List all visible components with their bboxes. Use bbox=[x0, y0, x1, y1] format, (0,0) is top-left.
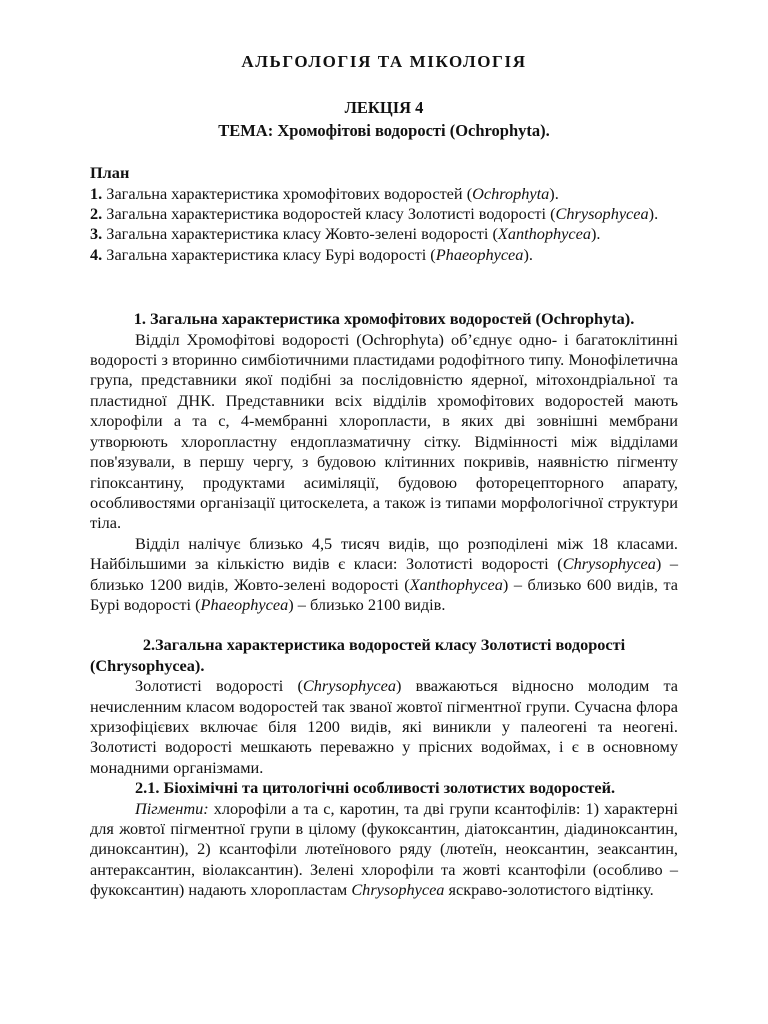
latin-name: Chrysophycea bbox=[302, 676, 397, 696]
plan-item-number: 2. bbox=[90, 204, 103, 224]
section-2-paragraph-2 bbox=[90, 799, 678, 901]
section-2-heading-cont: (Chrysophycea). bbox=[90, 655, 205, 675]
latin-name: Chrysophycea bbox=[562, 554, 656, 574]
section-1-paragraph-2 bbox=[90, 534, 678, 616]
subsection-2-1-heading: 2.1. Біохімічні та цитологічні особливості золотистих водоростей. bbox=[135, 778, 616, 798]
document-title: АЛЬГОЛОГІЯ ТА МІКОЛОГІЯ bbox=[241, 52, 527, 71]
plan-item-number: 3. bbox=[90, 224, 103, 244]
text-run: ) – близько 1200 видів, Жовто-зелені водорості ( bbox=[90, 554, 678, 594]
pigments-label: Пігменти: bbox=[135, 798, 209, 818]
plan-item bbox=[90, 224, 678, 244]
plan-item-latin: Chrysophycea bbox=[555, 204, 649, 224]
text-run: ) вважаються відносно молодим та нечисленним класом водоростей так званої жовтої пігментної групи. Сучасна флора хризофіцієвих включає біля 1200 видів, які виникли у палеогені та неогені. Золотисті водорості мешкають переважно у прісних водоймах, і є в основному монадними організмами. bbox=[90, 676, 678, 777]
plan-item-tail: ). bbox=[591, 224, 601, 244]
lecture-topic: ТЕМА: Хромофітові водорості (Ochrophyta). bbox=[218, 120, 550, 140]
text-run: Відділ налічує близько 4,5 тисяч видів, що розподілені між 18 класами. Найбільшими за кількістю видів є класи: Золотисті водорості ( bbox=[90, 533, 678, 574]
plan-heading: План bbox=[90, 163, 130, 183]
plan-section bbox=[90, 163, 678, 265]
section-1-heading: 1. Загальна характеристика хромофітових водоростей (Ochrophyta). bbox=[133, 309, 635, 329]
section-2-heading: 2.Загальна характеристика водоростей класу Золотисті водорості bbox=[142, 635, 626, 655]
plan-item bbox=[90, 184, 678, 204]
text-run: ) – близько 2100 видів. bbox=[288, 594, 446, 614]
text-run: ) – близько 600 видів, та Бурі водорості ( bbox=[90, 574, 678, 614]
plan-item-text: Загальна характеристика класу Бурі водорості ( bbox=[102, 244, 436, 264]
text-run: Золотисті водорості ( bbox=[135, 676, 303, 696]
latin-name: Chrysophycea bbox=[351, 880, 445, 900]
plan-item-latin: Phaeophycea bbox=[435, 244, 524, 264]
plan-item-text: Загальна характеристика водоростей класу Золотисті водорості ( bbox=[102, 204, 556, 224]
plan-item-text: Загальна характеристика хромофітових водоростей ( bbox=[102, 183, 473, 203]
plan-item bbox=[90, 204, 678, 224]
plan-item-number: 1. bbox=[90, 183, 103, 203]
section-1-paragraph-1: Відділ Хромофітові водорості (Ochrophyta) об’єднує одно- і багатоклітинні водорості з вторинно симбіотичними пластидами родофітного типу. Монофілетична група, представники якої подібні за послідовністю ядерної, мітохондріальної та пластидної ДНК. Представники всіх відділів хромофітових водоростей мають хлорофіли а та с, 4-мембранні хлоропласти, в яких дві зовнішні мембрани утворюють хлоропластну ендоплазматичну сітку. Відмінності між відділами пов'язували, в першу чергу, з будовою клітинних покривів, наявністю пігменту гіпоксантину, продуктами асиміляції, будовою фоторецепторного апарату, особливостями організації цитоскелета, а також із типами морфологічної структури тіла. bbox=[90, 329, 678, 533]
latin-name: Phaeophycea bbox=[200, 594, 289, 614]
plan-item-latin: Ochrophyta bbox=[472, 183, 550, 203]
plan-item bbox=[90, 245, 678, 265]
latin-name: Xanthophycea bbox=[409, 574, 503, 594]
lecture-number: ЛЕКЦІЯ 4 bbox=[344, 98, 424, 118]
plan-item-number: 4. bbox=[90, 244, 103, 264]
text-run: хлорофіли а та с, каротин, та дві групи ксантофілів: 1) характерні для жовтої пігментної групи в цілому (фукоксантин, діатоксантин, діадиноксантин, диноксантин), 2) ксантофіли лютеїнового ряду (лютеїн, неоксантин, зеаксантин, антераксантин, віолаксантин). Зелені хлорофіли та жовті ксантофіли (особливо – фукоксантин) надають хлоропластам bbox=[90, 798, 678, 900]
plan-item-tail: ). bbox=[523, 244, 533, 264]
section-2-paragraph-1 bbox=[90, 676, 678, 778]
text-run: яскраво-золотистого відтінку. bbox=[444, 880, 654, 900]
plan-item-tail: ). bbox=[549, 183, 559, 203]
plan-item-tail: ). bbox=[648, 204, 659, 224]
plan-item-text: Загальна характеристика класу Жовто-зелені водорості ( bbox=[102, 224, 498, 244]
plan-item-latin: Xanthophycea bbox=[497, 224, 592, 244]
